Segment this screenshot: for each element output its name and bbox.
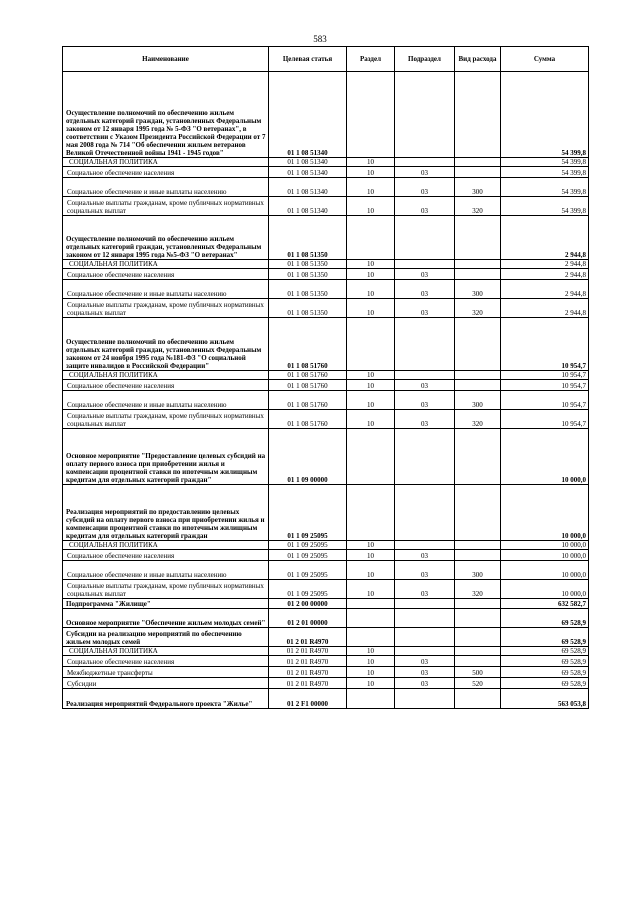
row-subsection (395, 429, 455, 485)
row-amount: 54 399,8 (501, 167, 589, 178)
table-row (63, 485, 589, 541)
row-expense-type (455, 269, 501, 280)
table-row (63, 550, 589, 561)
row-section (347, 599, 395, 609)
row-subsection (395, 260, 455, 269)
row-expense-type (455, 380, 501, 391)
row-subsection (395, 158, 455, 167)
row-name: Осуществление полномочий по обеспечению жильем отдельных категорий граждан, установленных Федеральным законом от 12 января 1995 года № 5-ФЗ "О ветеранах", в соответствии с Указом Президента Российской Федерации от 7 мая 2008 года № 714 "Об обеспечении жильем ветеранов Великой Отечественной войны 1941 - 1945 годов" (63, 72, 269, 158)
header-name: Наименование (63, 47, 269, 72)
row-section: 10 (347, 158, 395, 167)
row-amount: 10 954,7 (501, 318, 589, 371)
row-expense-type: 300 (455, 178, 501, 197)
table-row (63, 371, 589, 380)
header-section: Раздел (347, 47, 395, 72)
row-target-code: 01 1 09 25095 (269, 550, 347, 561)
row-subsection (395, 318, 455, 371)
row-subsection: 03 (395, 391, 455, 410)
row-section: 10 (347, 299, 395, 318)
row-target-code: 01 2 00 00000 (269, 599, 347, 609)
row-section: 10 (347, 178, 395, 197)
row-subsection: 03 (395, 380, 455, 391)
row-amount: 69 528,9 (501, 628, 589, 647)
row-subsection (395, 689, 455, 709)
table-row (63, 647, 589, 656)
row-section: 10 (347, 371, 395, 380)
table-row (63, 197, 589, 216)
table-row (63, 667, 589, 678)
row-expense-type: 320 (455, 410, 501, 429)
table-row (63, 72, 589, 158)
table-row (63, 280, 589, 299)
row-expense-type (455, 656, 501, 667)
row-name: Основное мероприятие "Предоставление целевых субсидий на оплату первого взноса при приобретении жилья и компенсации процентной ставки по ипотечным жилищным кредитам для отдельных категорий граждан" (63, 429, 269, 485)
row-subsection (395, 628, 455, 647)
row-target-code: 01 1 08 51340 (269, 167, 347, 178)
row-section: 10 (347, 550, 395, 561)
row-target-code: 01 2 01 R4970 (269, 656, 347, 667)
row-name: Субсидии на реализацию мероприятий по обеспечению жильем молодых семей (63, 628, 269, 647)
row-target-code: 01 1 08 51760 (269, 371, 347, 380)
row-name: Социальное обеспечение населения (63, 656, 269, 667)
budget-table (62, 46, 589, 709)
table-row (63, 410, 589, 429)
row-expense-type (455, 647, 501, 656)
row-name: Социальные выплаты гражданам, кроме публичных нормативных социальных выплат (63, 410, 269, 429)
header-expense-type: Вид расхода (455, 47, 501, 72)
table-row (63, 678, 589, 689)
row-section: 10 (347, 391, 395, 410)
row-expense-type (455, 72, 501, 158)
row-target-code: 01 1 09 00000 (269, 429, 347, 485)
header-amount: Сумма (501, 47, 589, 72)
row-subsection: 03 (395, 667, 455, 678)
row-target-code: 01 1 08 51760 (269, 380, 347, 391)
row-subsection: 03 (395, 167, 455, 178)
row-target-code: 01 2 01 00000 (269, 609, 347, 628)
row-name: Реализация мероприятий по предоставлению целевых субсидий на оплату первого взноса при приобретении жилья и компенсации процентной ставки по ипотечным жилищным кредитам для отдельных категорий граждан (63, 485, 269, 541)
row-name: СОЦИАЛЬНАЯ ПОЛИТИКА (63, 371, 269, 380)
row-subsection: 03 (395, 656, 455, 667)
row-amount: 10 954,7 (501, 371, 589, 380)
row-section (347, 429, 395, 485)
row-subsection (395, 216, 455, 260)
row-subsection (395, 647, 455, 656)
row-expense-type (455, 485, 501, 541)
row-amount: 2 944,8 (501, 260, 589, 269)
row-target-code: 01 1 08 51350 (269, 280, 347, 299)
row-target-code: 01 1 08 51760 (269, 410, 347, 429)
row-name: Подпрограмма "Жилище" (63, 599, 269, 609)
row-target-code: 01 1 08 51340 (269, 197, 347, 216)
row-subsection (395, 371, 455, 380)
row-subsection: 03 (395, 197, 455, 216)
row-expense-type: 300 (455, 391, 501, 410)
row-target-code: 01 1 09 25095 (269, 485, 347, 541)
table-row (63, 391, 589, 410)
row-target-code: 01 1 09 25095 (269, 580, 347, 599)
row-section: 10 (347, 269, 395, 280)
table-row (63, 269, 589, 280)
row-target-code: 01 1 08 51350 (269, 216, 347, 260)
table-row (63, 580, 589, 599)
row-expense-type (455, 216, 501, 260)
row-amount: 563 053,8 (501, 689, 589, 709)
row-name: Реализация мероприятий Федерального проекта "Жилье" (63, 689, 269, 709)
table-row (63, 178, 589, 197)
row-subsection: 03 (395, 678, 455, 689)
row-section: 10 (347, 380, 395, 391)
table-row (63, 609, 589, 628)
row-section (347, 689, 395, 709)
row-target-code: 01 2 01 R4970 (269, 667, 347, 678)
row-amount: 10 000,0 (501, 561, 589, 580)
row-expense-type: 300 (455, 561, 501, 580)
row-target-code: 01 2 01 R4970 (269, 678, 347, 689)
row-amount: 10 000,0 (501, 580, 589, 599)
row-subsection (395, 609, 455, 628)
row-name: СОЦИАЛЬНАЯ ПОЛИТИКА (63, 158, 269, 167)
row-amount: 69 528,9 (501, 647, 589, 656)
row-section: 10 (347, 280, 395, 299)
row-name: Субсидии (63, 678, 269, 689)
table-row (63, 628, 589, 647)
row-subsection: 03 (395, 410, 455, 429)
row-name: Социальное обеспечение и иные выплаты населению (63, 280, 269, 299)
row-expense-type (455, 689, 501, 709)
row-subsection: 03 (395, 561, 455, 580)
row-section (347, 318, 395, 371)
row-target-code: 01 2 01 R4970 (269, 647, 347, 656)
table-row (63, 299, 589, 318)
row-expense-type: 320 (455, 197, 501, 216)
row-amount: 10 000,0 (501, 429, 589, 485)
row-amount: 632 582,7 (501, 599, 589, 609)
row-amount: 54 399,8 (501, 72, 589, 158)
row-target-code: 01 2 F1 00000 (269, 689, 347, 709)
row-amount: 69 528,9 (501, 656, 589, 667)
row-section: 10 (347, 561, 395, 580)
row-expense-type: 520 (455, 678, 501, 689)
row-subsection: 03 (395, 299, 455, 318)
table-row (63, 318, 589, 371)
row-expense-type: 500 (455, 667, 501, 678)
row-section: 10 (347, 410, 395, 429)
row-expense-type: 320 (455, 299, 501, 318)
row-expense-type (455, 260, 501, 269)
row-name: Основное мероприятие "Обеспечение жильем молодых семей" (63, 609, 269, 628)
row-name: Социальные выплаты гражданам, кроме публичных нормативных социальных выплат (63, 299, 269, 318)
row-target-code: 01 1 08 51760 (269, 318, 347, 371)
row-subsection: 03 (395, 280, 455, 299)
row-subsection: 03 (395, 178, 455, 197)
row-amount: 10 000,0 (501, 485, 589, 541)
row-amount: 2 944,8 (501, 299, 589, 318)
row-name: Социальные выплаты гражданам, кроме публичных нормативных социальных выплат (63, 580, 269, 599)
row-section: 10 (347, 197, 395, 216)
row-expense-type (455, 550, 501, 561)
header-target: Целевая статья (269, 47, 347, 72)
table-row (63, 429, 589, 485)
table-row (63, 561, 589, 580)
row-target-code: 01 1 09 25095 (269, 541, 347, 550)
row-target-code: 01 1 08 51340 (269, 72, 347, 158)
table-row (63, 260, 589, 269)
row-name: Социальное обеспечение населения (63, 380, 269, 391)
row-subsection: 03 (395, 550, 455, 561)
table-row (63, 599, 589, 609)
row-amount: 2 944,8 (501, 216, 589, 260)
row-amount: 69 528,9 (501, 667, 589, 678)
table-row (63, 167, 589, 178)
row-target-code: 01 1 09 25095 (269, 561, 347, 580)
row-name: Социальное обеспечение населения (63, 269, 269, 280)
row-section: 10 (347, 667, 395, 678)
row-target-code: 01 1 08 51350 (269, 260, 347, 269)
table-row (63, 380, 589, 391)
row-amount: 10 000,0 (501, 541, 589, 550)
row-expense-type (455, 318, 501, 371)
row-amount: 2 944,8 (501, 269, 589, 280)
row-name: Осуществление полномочий по обеспечению жильем отдельных категорий граждан, установленных Федеральным законом от 24 ноября 1995 года №181-ФЗ "О социальной защите инвалидов в Российской Федерации" (63, 318, 269, 371)
row-section (347, 485, 395, 541)
row-expense-type (455, 167, 501, 178)
row-expense-type: 300 (455, 280, 501, 299)
row-target-code: 01 1 08 51760 (269, 391, 347, 410)
row-expense-type (455, 541, 501, 550)
row-amount: 2 944,8 (501, 280, 589, 299)
table-row (63, 216, 589, 260)
row-amount: 10 954,7 (501, 380, 589, 391)
row-name: Социальное обеспечение населения (63, 167, 269, 178)
page-number: 583 (313, 34, 327, 44)
row-subsection: 03 (395, 269, 455, 280)
row-section (347, 609, 395, 628)
row-name: СОЦИАЛЬНАЯ ПОЛИТИКА (63, 260, 269, 269)
row-name: Социальное обеспечение и иные выплаты населению (63, 391, 269, 410)
row-amount: 54 399,8 (501, 178, 589, 197)
row-target-code: 01 1 08 51340 (269, 178, 347, 197)
row-amount: 69 528,9 (501, 678, 589, 689)
row-section: 10 (347, 678, 395, 689)
row-section (347, 628, 395, 647)
row-subsection (395, 72, 455, 158)
table-row (63, 689, 589, 709)
row-target-code: 01 1 08 51340 (269, 158, 347, 167)
row-name: Социальное обеспечение населения (63, 550, 269, 561)
row-expense-type (455, 628, 501, 647)
row-expense-type: 320 (455, 580, 501, 599)
row-section: 10 (347, 167, 395, 178)
row-amount: 69 528,9 (501, 609, 589, 628)
row-subsection (395, 485, 455, 541)
row-expense-type (455, 609, 501, 628)
table-row (63, 158, 589, 167)
table-body (63, 72, 589, 709)
row-name: Осуществление полномочий по обеспечению жильем отдельных категорий граждан, установленных Федеральным законом от 12 января 1995 года №5-ФЗ "О ветеранах" (63, 216, 269, 260)
row-amount: 54 399,8 (501, 158, 589, 167)
row-name: Социальное обеспечение и иные выплаты населению (63, 561, 269, 580)
row-section: 10 (347, 647, 395, 656)
row-section (347, 216, 395, 260)
row-amount: 54 399,8 (501, 197, 589, 216)
row-expense-type (455, 158, 501, 167)
row-target-code: 01 1 08 51350 (269, 269, 347, 280)
row-subsection: 03 (395, 580, 455, 599)
row-amount: 10 000,0 (501, 550, 589, 561)
header-subsection: Подраздел (395, 47, 455, 72)
row-subsection (395, 599, 455, 609)
row-name: Социальные выплаты гражданам, кроме публичных нормативных социальных выплат (63, 197, 269, 216)
row-name: Социальное обеспечение и иные выплаты населению (63, 178, 269, 197)
table-header (63, 47, 589, 72)
row-section: 10 (347, 541, 395, 550)
row-section: 10 (347, 656, 395, 667)
row-expense-type (455, 371, 501, 380)
row-section: 10 (347, 260, 395, 269)
row-name: Межбюджетные трансферты (63, 667, 269, 678)
table-row (63, 656, 589, 667)
row-amount: 10 954,7 (501, 391, 589, 410)
row-section: 10 (347, 580, 395, 599)
row-expense-type (455, 429, 501, 485)
row-name: СОЦИАЛЬНАЯ ПОЛИТИКА (63, 541, 269, 550)
row-amount: 10 954,7 (501, 410, 589, 429)
row-target-code: 01 1 08 51350 (269, 299, 347, 318)
row-name: СОЦИАЛЬНАЯ ПОЛИТИКА (63, 647, 269, 656)
row-subsection (395, 541, 455, 550)
row-target-code: 01 2 01 R4970 (269, 628, 347, 647)
row-expense-type (455, 599, 501, 609)
table-row (63, 541, 589, 550)
row-section (347, 72, 395, 158)
